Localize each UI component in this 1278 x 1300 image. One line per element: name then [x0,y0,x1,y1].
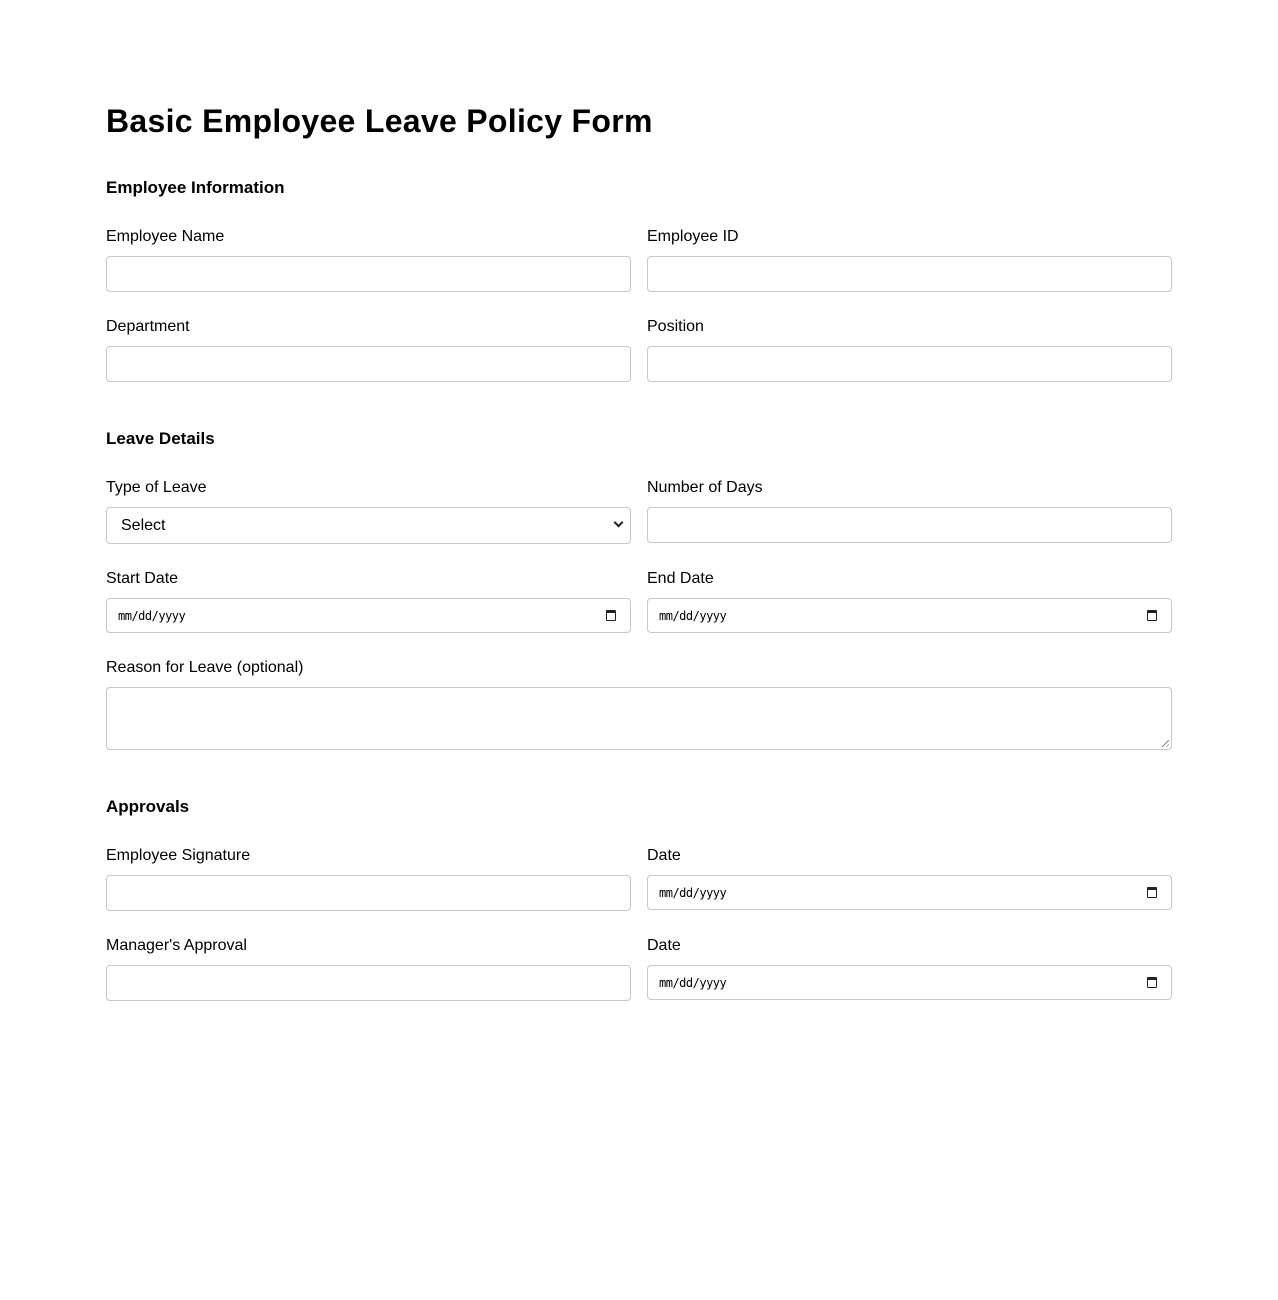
field-end-date [647,570,1172,633]
start-date-input[interactable] [106,598,631,633]
calendar-icon[interactable] [1147,610,1157,621]
employee-id-label: Employee ID [647,228,739,245]
type-of-leave-selected-value: Select [121,517,166,534]
field-reason-for-leave [106,659,1172,750]
employee-name-label: Employee Name [106,228,225,245]
position-label: Position [647,318,704,335]
field-manager-approval-date [647,937,1172,1000]
reason-label: Reason for Leave (optional) [106,659,304,676]
field-type-of-leave [106,479,631,544]
calendar-icon[interactable] [606,610,616,621]
employee-signature-input[interactable] [106,875,631,911]
field-department [106,318,631,382]
calendar-icon[interactable] [1147,887,1157,898]
section-title-approvals: Approvals [106,797,190,816]
field-number-of-days [647,479,1172,543]
field-manager-approval [106,937,631,1001]
section-title-leave-details: Leave Details [106,429,215,448]
start-date-placeholder: mm/dd/yyyy [118,609,186,623]
position-input[interactable] [647,346,1172,382]
type-of-leave-label: Type of Leave [106,479,207,496]
employee-date-placeholder: mm/dd/yyyy [659,886,727,900]
department-label: Department [106,318,190,335]
manager-date-placeholder: mm/dd/yyyy [659,976,727,990]
field-position [647,318,1172,382]
field-employee-id [647,228,1172,292]
number-of-days-label: Number of Days [647,479,763,496]
page-title: Basic Employee Leave Policy Form [106,103,653,139]
chevron-down-icon [614,518,624,528]
employee-date-label: Date [647,847,681,864]
type-of-leave-select[interactable] [106,507,631,544]
calendar-icon[interactable] [1147,977,1157,988]
end-date-input[interactable] [647,598,1172,633]
department-input[interactable] [106,346,631,382]
end-date-label: End Date [647,570,714,587]
employee-id-input[interactable] [647,256,1172,292]
reason-textarea[interactable] [106,687,1172,750]
manager-date-input[interactable] [647,965,1172,1000]
employee-name-input[interactable] [106,256,631,292]
end-date-placeholder: mm/dd/yyyy [659,609,727,623]
field-employee-name [106,228,631,292]
number-of-days-input[interactable] [647,507,1172,543]
employee-date-input[interactable] [647,875,1172,910]
field-employee-signature-date [647,847,1172,910]
field-start-date [106,570,631,633]
manager-approval-input[interactable] [106,965,631,1001]
manager-date-label: Date [647,937,681,954]
section-title-employee-information: Employee Information [106,178,285,197]
field-employee-signature [106,847,631,911]
start-date-label: Start Date [106,570,179,587]
employee-signature-label: Employee Signature [106,847,251,864]
resize-handle-icon[interactable] [1162,740,1169,747]
manager-approval-label: Manager's Approval [106,937,247,954]
